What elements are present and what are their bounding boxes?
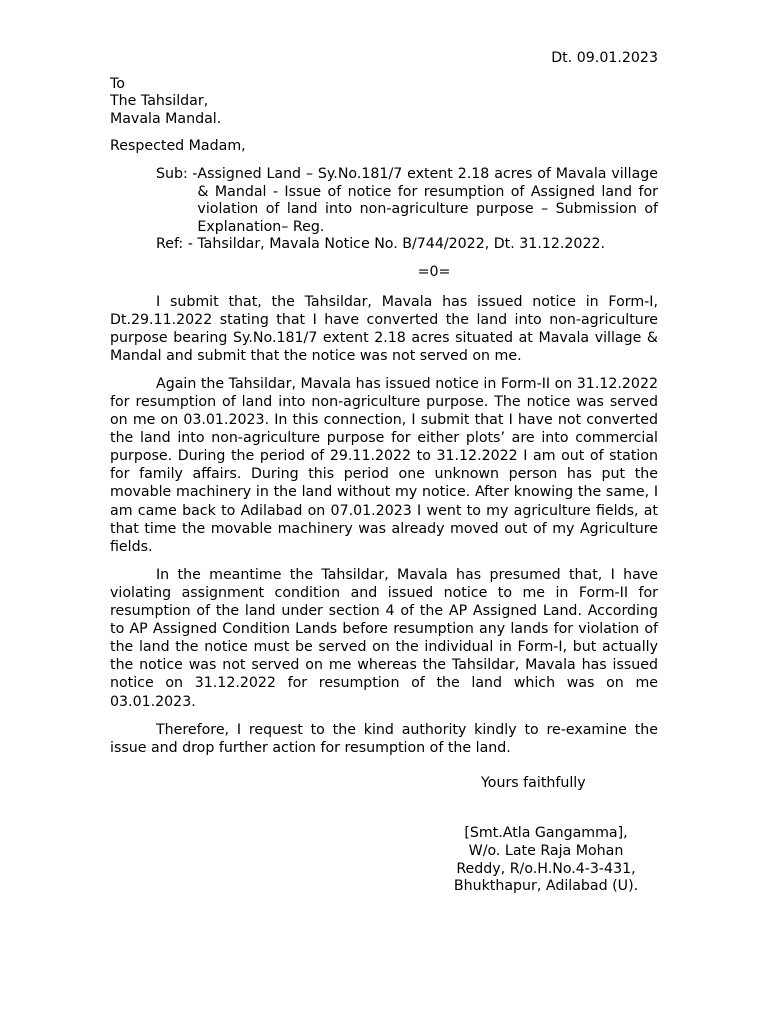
reference-label: Ref: - <box>156 236 198 253</box>
signature-line: W/o. Late Raja Mohan <box>468 842 624 859</box>
signature-line: Reddy, R/o.H.No.4-3-431, <box>456 860 636 877</box>
recipient-office: Mavala Mandal. <box>110 110 222 127</box>
body-paragraph: I submit that, the Tahsildar, Mavala has issued notice in Form-I, Dt.29.11.2022 stating that I have converted the land into non-agriculture purpose bearing Sy.No.181/7 extent 2.18 acres situated at Mavala village & Mandal and submit that the notice was not served on me. <box>110 293 658 364</box>
body-paragraph: In the meantime the Tahsildar, Mavala has presumed that, I have violating assignment condition and issued notice to me in Form-II for resumption of the land under section 4 of the AP Assigned Land. According to AP Assigned Condition Lands before resumption any lands for violation of the land the notice must be served on the individual in Form-I, but actually the notice was not served on me whereas the Tahsildar, Mavala has issued notice on 31.12.2022 for resumption of the land which was on me 03.01.2023. <box>110 566 658 710</box>
letter-date: Dt. 09.01.2023 <box>551 50 658 66</box>
body-paragraph: Therefore, I request to the kind authority kindly to re-examine the issue and drop further action for resumption of the land. <box>110 721 658 756</box>
reference-text: Tahsildar, Mavala Notice No. B/744/2022, Dt. 31.12.2022. <box>197 236 606 253</box>
salutation: Respected Madam, <box>110 138 246 155</box>
letter-page <box>110 50 658 896</box>
to-line: To <box>110 75 125 92</box>
subject-label: Sub: - <box>156 165 198 182</box>
closing-line: Yours faithfully <box>481 774 586 791</box>
signature-block <box>446 825 646 895</box>
subject-text: Assigned Land – Sy.No.181/7 extent 2.18 acres of Mavala village & Mandal - Issue of notice for resumption of Assigned land for violation of land into non-agriculture purpose – Submission of Explanation– Reg. <box>197 165 658 235</box>
recipient-address <box>110 76 658 129</box>
signature-line: [Smt.Atla Gangamma], <box>464 825 628 842</box>
reference-line <box>156 236 658 254</box>
signature-line: Bhukthapur, Adilabad (U). <box>453 878 639 895</box>
recipient-title: The Tahsildar, <box>110 93 209 110</box>
subject-reference-block <box>156 166 658 254</box>
body-paragraph: Again the Tahsildar, Mavala has issued notice in Form-II on 31.12.2022 for resumption of land into non-agriculture purpose. The notice was served on me on 03.01.2023. In this connection, I submit that I have not converted the land into non-agriculture purpose for either plots’ are into commercial purpose. During the period of 29.11.2022 to 31.12.2022 I am out of station for family affairs. During this period one unknown person has put the movable machinery in the land without my notice. After knowing the same, I am came back to Adilabad on 07.01.2023 I went to my agriculture fields, at that time the movable machinery was already moved out of my Agriculture fields. <box>110 375 658 555</box>
subject-line <box>156 166 658 236</box>
section-separator: =0= <box>417 263 451 280</box>
